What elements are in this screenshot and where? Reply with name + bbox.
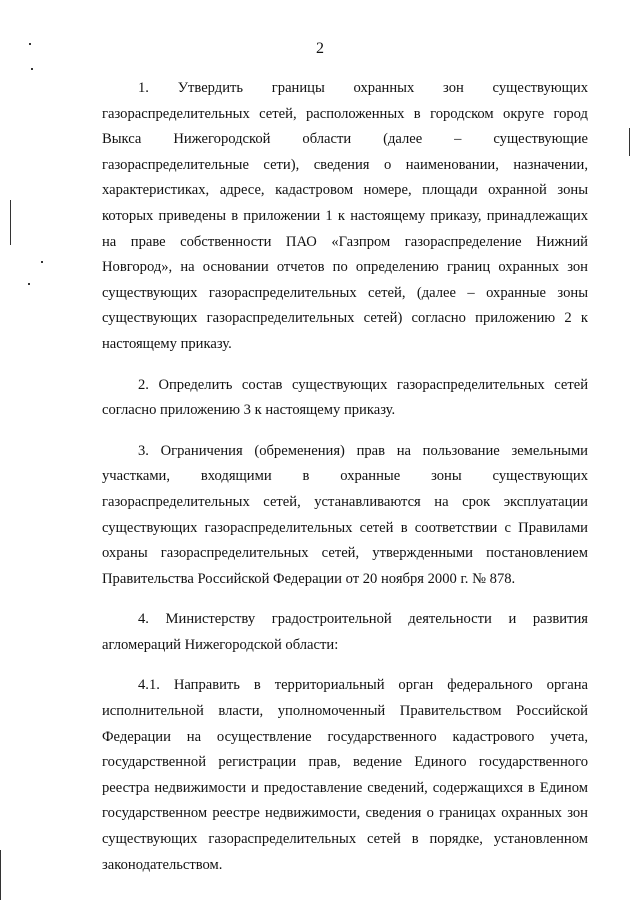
page-number: 2 <box>316 40 324 57</box>
paragraph-4: 4. Министерству градостроительной деятельности и развития агломераций Нижегородской области: <box>102 611 588 653</box>
scan-mark-left-dot-2 <box>31 68 33 70</box>
paragraph-2: 2. Определить состав существующих газораспределительных сетей согласно приложению 3 к настоящему приказу. <box>102 376 588 419</box>
paragraph-4-1: 4.1. Направить в территориальный орган федерального органа исполнительной власти, уполномоченный Правительством Российской Федерации на осуществление государственного кадастрового учета, государственной регистрации прав, ведение Единого государственного реестра недвижимости и предоставление сведений, содержащихся в Едином государственном реестре недвижимости, сведения о границах охранных зон существующих газораспределительных сетей в порядке, установленном законодательством. <box>102 677 588 873</box>
paragraph-1: 1. Утвердить границы охранных зон существующих газораспределительных сетей, расположенных в городском округе город Выкса Нижегородской области (далее – существующие газораспределительные сети), сведения о наименовании, назначении, характеристиках, адресе, кадастровом номере, площади охранной зоны которых приведены в приложении 1 к настоящему приказу, принадлежащих на праве собственности ПАО «Газпром газораспределение Нижний Новгород», на основании отчетов по определению границ охранных зон существующих газораспределительных сетей, (далее – охранные зоны существующих газораспределительных сетей) согласно приложению 2 к настоящему приказу. <box>102 80 588 352</box>
scan-mark-right-line <box>629 128 630 156</box>
scan-mark-left-dot-4 <box>28 283 30 285</box>
scan-mark-left-dot-1 <box>29 43 31 45</box>
scan-mark-left-line-1 <box>10 200 11 245</box>
document-body <box>102 76 588 893</box>
scan-mark-left-line-2 <box>0 850 1 900</box>
scan-mark-left-dot-3 <box>41 261 43 263</box>
paragraph-3: 3. Ограничения (обременения) прав на пользование земельными участками, входящими в охранные зоны существующих газораспределительных сетей, устанавливаются на срок эксплуатации существующих газораспределительных сетей в соответствии с Правилами охраны газораспределительных сетей, утвержденными постановлением Правительства Российской Федерации от 20 ноября 2000 г. № 878. <box>102 442 588 587</box>
